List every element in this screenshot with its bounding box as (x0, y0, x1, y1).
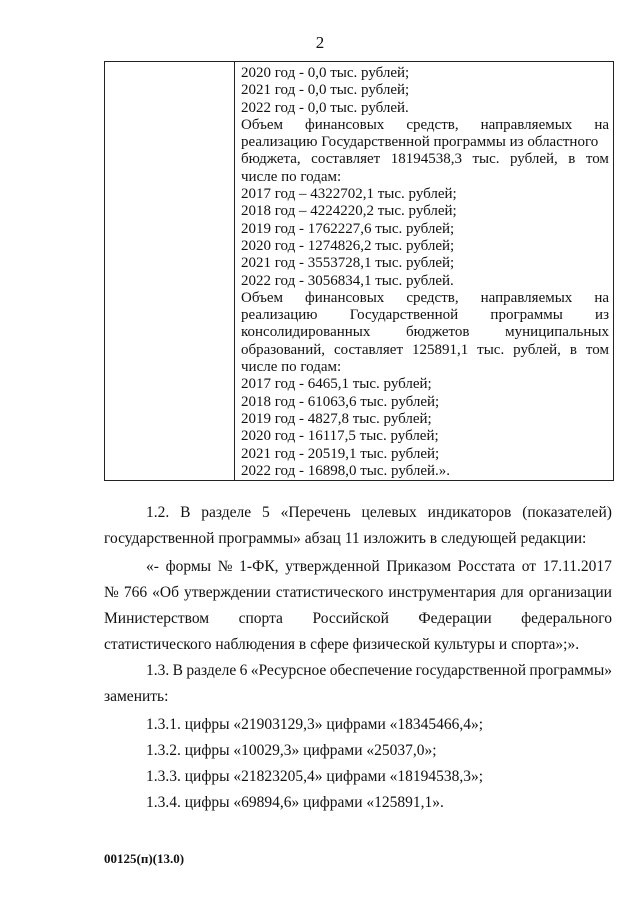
regional-line-3 (241, 151, 609, 168)
section-1-2-line-2: государственной программы» абзац 11 изложить в следующей редакции: (104, 530, 587, 547)
word: разделе (186, 662, 237, 679)
word: «- (146, 558, 159, 575)
word: Федерации (418, 610, 492, 627)
word: рублей, (513, 341, 561, 358)
word: инструментария (388, 584, 496, 601)
word: в (569, 341, 577, 358)
regional-line-4: числе по годам: (241, 168, 342, 185)
word: № (217, 558, 233, 575)
word: финансовых (305, 116, 385, 133)
word: составляет (333, 341, 404, 358)
regional-year: 2022 год - 3056834,1 тыс. рублей. (241, 272, 454, 289)
word: федерального (521, 610, 612, 627)
word: в (568, 151, 576, 168)
municipal-year: 2017 год - 6465,1 тыс. рублей; (241, 376, 432, 393)
word: 125891,1 (411, 341, 469, 358)
passport-table (104, 61, 614, 481)
document-code: 00125(п)(13.0) (104, 851, 185, 866)
section-1-3-item-4: 1.3.4. цифры «69894,6» цифрами «125891,1». (146, 794, 444, 811)
section-1-3-item-1: 1.3.1. цифры «21903129,3» цифрами «18345466,4»; (146, 716, 484, 733)
word: муниципальных (505, 324, 609, 341)
table-line: 2022 год - 0,0 тыс. рублей. (241, 99, 409, 116)
word: тыс. (477, 341, 505, 358)
word: направляемых (480, 289, 573, 306)
word: на (594, 289, 609, 306)
word: (показателей) (522, 504, 612, 521)
word: программы (490, 307, 563, 324)
word: Объем (241, 116, 283, 133)
word: целевых (361, 504, 417, 521)
table-column-divider (234, 62, 235, 480)
word: 1.2. (146, 504, 170, 521)
word: программы» (529, 662, 612, 679)
municipal-line-1 (241, 290, 609, 307)
municipal-year: 2018 год - 61063,6 тыс. рублей; (241, 393, 440, 410)
word: индикаторов (427, 504, 512, 521)
regional-year: 2017 год – 4322702,1 тыс. рублей; (241, 186, 457, 203)
regional-line-1 (241, 117, 609, 134)
word: реализацию (241, 307, 318, 324)
regional-line-2: реализацию Государственной программы из областного (241, 134, 599, 151)
table-cell-financing (241, 65, 609, 480)
word: Государственной (349, 307, 459, 324)
regional-year: 2021 год - 3553728,1 тыс. рублей; (241, 255, 455, 272)
regional-year: 2018 год – 4224220,2 тыс. рублей; (241, 203, 457, 220)
word: 17.11.2017 (542, 558, 612, 575)
word: для (500, 584, 524, 601)
word: 1.3. (146, 662, 170, 679)
word: 6 (239, 662, 248, 679)
municipal-line-4 (241, 342, 609, 359)
word: В (172, 662, 183, 679)
section-1-2-line-1 (104, 504, 612, 522)
regional-year: 2020 год - 1274826,2 тыс. рублей; (241, 237, 455, 254)
word: из (595, 307, 609, 324)
word: 766 (123, 584, 148, 601)
word: рублей, (510, 151, 558, 168)
word: «Перечень (280, 504, 351, 521)
page-number: 2 (315, 33, 325, 52)
word: том (585, 341, 609, 358)
word: средств, (406, 289, 459, 306)
word: средств, (406, 116, 459, 133)
word: Объем (241, 289, 283, 306)
word: государственной (415, 662, 527, 679)
regional-year: 2019 год - 1762227,6 тыс. рублей; (241, 220, 455, 237)
section-1-2-line-6: статистического наблюдения в сфере физической культуры и спорта»;». (104, 636, 580, 653)
word: тыс. (472, 151, 500, 168)
word: образований, (241, 341, 326, 358)
word: организации (528, 584, 612, 601)
word: направляемых (480, 116, 573, 133)
section-1-3-item-2: 1.3.2. цифры «10029,3» цифрами «25037,0»; (146, 742, 437, 759)
word: бюджетов (406, 324, 470, 341)
word: В (180, 504, 191, 521)
municipal-year: 2020 год - 16117,5 тыс. рублей; (241, 428, 439, 445)
municipal-year: 2022 год - 16898,0 тыс. рублей.». (241, 462, 451, 479)
word: составляет (311, 151, 381, 168)
word: Приказом (386, 558, 452, 575)
municipal-year: 2021 год - 20519,1 тыс. рублей; (241, 445, 440, 462)
municipal-line-2 (241, 307, 609, 324)
word: обеспечение (329, 662, 413, 679)
section-1-2-line-4 (104, 584, 612, 602)
table-line: 2021 год - 0,0 тыс. рублей; (241, 82, 410, 99)
word: на (594, 116, 609, 133)
word: Российской (312, 610, 389, 627)
word: формы (165, 558, 212, 575)
word: утверждении (184, 584, 271, 601)
word: «Ресурсное (250, 662, 327, 679)
word: разделе (201, 504, 252, 521)
municipal-year: 2019 год - 4827,8 тыс. рублей; (241, 410, 432, 427)
word: 5 (261, 504, 270, 521)
word: 1-ФК, (239, 558, 279, 575)
word: том (585, 151, 609, 168)
word: финансовых (305, 289, 385, 306)
section-1-3-line-1 (104, 662, 612, 680)
word: статистического (275, 584, 384, 601)
word: бюджета, (241, 151, 301, 168)
section-1-3-line-2: заменить: (104, 688, 169, 705)
word: № (104, 584, 119, 601)
municipal-line-5: числе по годам: (241, 359, 342, 376)
word: консолидированных (241, 324, 371, 341)
word: спорта (238, 610, 283, 627)
table-line: 2020 год - 0,0 тыс. рублей; (241, 65, 410, 81)
word: Министерством (104, 610, 210, 627)
municipal-line-3 (241, 324, 609, 341)
section-1-3-item-3: 1.3.3. цифры «21823205,4» цифрами «18194538,3»; (146, 768, 484, 785)
word: «Об (152, 584, 179, 601)
word: Росстата (457, 558, 516, 575)
section-1-2-line-5 (104, 610, 612, 628)
section-1-2-line-3 (104, 558, 612, 576)
word: 18194538,3 (390, 151, 462, 168)
word: от (521, 558, 537, 575)
word: утвержденной (285, 558, 380, 575)
